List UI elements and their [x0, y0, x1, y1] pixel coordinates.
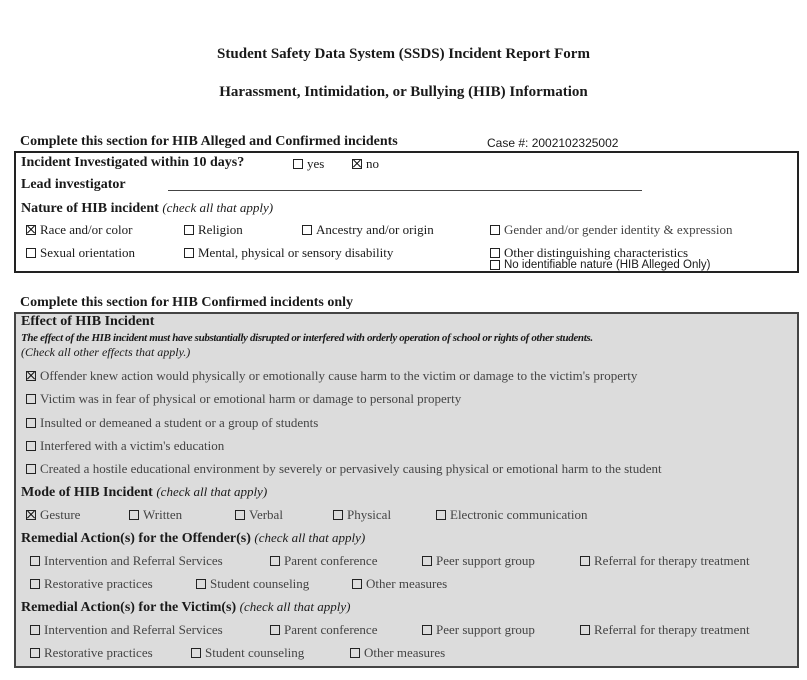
offender-option[interactable]: [352, 576, 447, 592]
victim-option-label: Restorative practices: [44, 645, 153, 660]
offender-option-label: Parent conference: [284, 553, 378, 568]
offender-option[interactable]: [30, 553, 223, 569]
yes-label: yes: [307, 156, 325, 171]
victim-checkbox[interactable]: [30, 648, 40, 658]
nature-checkbox-gender[interactable]: [490, 225, 500, 235]
offender-checkbox[interactable]: [270, 556, 280, 566]
mode-label-written: Written: [143, 507, 183, 522]
victim-option-label: Intervention and Referral Services: [44, 622, 223, 637]
form-title: Student Safety Data System (SSDS) Incident Report Form: [217, 46, 590, 62]
offender-checkbox[interactable]: [580, 556, 590, 566]
offender-option[interactable]: [196, 576, 309, 592]
mode-checkbox-gesture[interactable]: [26, 510, 36, 520]
no-label: no: [366, 156, 379, 171]
victim-option[interactable]: [30, 645, 153, 661]
mode-checkbox-physical[interactable]: [333, 510, 343, 520]
effect-option-label: Offender knew action would physically or emotionally cause harm to the victim or damage to the victim's property: [40, 368, 638, 383]
lead-investigator-field[interactable]: [168, 190, 642, 191]
nature-option-race[interactable]: [26, 222, 132, 238]
lead-investigator-label: Lead investigator: [21, 177, 126, 192]
mode-label-electronic: Electronic communication: [450, 507, 588, 522]
effect-option-label: Created a hostile educational environment by severely or pervasively causing physical or emotional harm to the student: [40, 461, 662, 476]
offender-option[interactable]: [580, 553, 750, 569]
mode-option-written[interactable]: [129, 507, 182, 523]
offender-checkbox[interactable]: [30, 556, 40, 566]
nature-option-gender[interactable]: [490, 222, 733, 238]
nature-checkbox-religion[interactable]: [184, 225, 194, 235]
effect-checkbox[interactable]: [26, 441, 36, 451]
effect-option[interactable]: [26, 461, 662, 477]
offender-option[interactable]: [422, 553, 535, 569]
offender-checkbox[interactable]: [422, 556, 432, 566]
offender-option[interactable]: [30, 576, 153, 592]
mode-option-gesture[interactable]: [26, 507, 80, 523]
section2-heading: Complete this section for HIB Confirmed incidents only: [20, 295, 354, 310]
victim-checkbox[interactable]: [270, 625, 280, 635]
effect-checkbox[interactable]: [26, 418, 36, 428]
section1-heading: Complete this section for HIB Alleged and Confirmed incidents: [20, 134, 398, 149]
nature-option-ancestry[interactable]: [302, 222, 434, 238]
mode-option-physical[interactable]: [333, 507, 391, 523]
nature-label-race: Race and/or color: [40, 222, 133, 237]
effect-option-label: Interfered with a victim's education: [40, 438, 225, 453]
offender-checkbox[interactable]: [352, 579, 362, 589]
victim-hint: (check all that apply): [239, 599, 351, 614]
effect-option[interactable]: [26, 415, 318, 431]
nature-label: Nature of HIB incident (check all that apply): [21, 200, 274, 216]
offender-option-label: Intervention and Referral Services: [44, 553, 223, 568]
victim-checkbox[interactable]: [580, 625, 590, 635]
nature-option-none[interactable]: [490, 259, 710, 271]
form-subtitle: Harassment, Intimidation, or Bullying (HIB) Information: [219, 84, 588, 100]
offender-option-label: Referral for therapy treatment: [594, 553, 750, 568]
offender-option-label: Peer support group: [436, 553, 535, 568]
offender-option-label: Student counseling: [210, 576, 310, 591]
mode-checkbox-verbal[interactable]: [235, 510, 245, 520]
yes-option[interactable]: [293, 156, 324, 172]
mode-checkbox-electronic[interactable]: [436, 510, 446, 520]
effect-option-label: Insulted or demeaned a student or a group of students: [40, 415, 319, 430]
victim-option[interactable]: [30, 622, 223, 638]
no-option[interactable]: [352, 156, 379, 172]
victim-option-label: Student counseling: [205, 645, 305, 660]
effect-note: The effect of the HIB incident must have substantially disrupted or interfered with orderly operation of school or rights of other students.: [21, 332, 593, 344]
mode-label-gesture: Gesture: [40, 507, 81, 522]
victim-option[interactable]: [270, 622, 377, 638]
nature-checkbox-race[interactable]: [26, 225, 36, 235]
effect-option[interactable]: [26, 438, 224, 454]
nature-option-disability[interactable]: [184, 245, 393, 261]
mode-option-verbal[interactable]: [235, 507, 283, 523]
nature-label-none: No identifiable nature (HIB Alleged Only): [504, 259, 711, 271]
nature-option-religion[interactable]: [184, 222, 243, 238]
victim-checkbox[interactable]: [30, 625, 40, 635]
effect-option[interactable]: [26, 368, 637, 384]
mode-label: Mode of HIB Incident (check all that apply): [21, 484, 268, 500]
nature-label-other: Other distinguishing characteristics: [504, 245, 689, 260]
nature-checkbox-ancestry[interactable]: [302, 225, 312, 235]
nature-label-religion: Religion: [198, 222, 243, 237]
nature-label-ancestry: Ancestry and/or origin: [316, 222, 434, 237]
offender-checkbox[interactable]: [196, 579, 206, 589]
offender-option[interactable]: [270, 553, 377, 569]
victim-option[interactable]: [191, 645, 304, 661]
nature-checkbox-none[interactable]: [490, 260, 500, 270]
effect-checkbox[interactable]: [26, 394, 36, 404]
victim-option-label: Parent conference: [284, 622, 378, 637]
victim-option[interactable]: [580, 622, 750, 638]
victim-checkbox[interactable]: [422, 625, 432, 635]
mode-option-electronic[interactable]: [436, 507, 588, 523]
mode-label-physical: Physical: [347, 507, 392, 522]
nature-checkbox-disability[interactable]: [184, 248, 194, 258]
victim-option-label: Referral for therapy treatment: [594, 622, 750, 637]
nature-label-gender: Gender and/or gender identity & expression: [504, 222, 733, 237]
effect-note-check: (Check all other effects that apply.): [21, 345, 191, 359]
nature-hint: (check all that apply): [162, 200, 274, 215]
effect-checkbox[interactable]: [26, 371, 36, 381]
offender-option-label: Other measures: [366, 576, 448, 591]
case-number: Case #: 2002102325002: [487, 136, 619, 150]
victim-option[interactable]: [350, 645, 445, 661]
effect-option-label: Victim was in fear of physical or emotional harm or damage to personal property: [40, 391, 462, 406]
victim-option-label: Peer support group: [436, 622, 535, 637]
effect-checkbox[interactable]: [26, 464, 36, 474]
victim-label: Remedial Action(s) for the Victim(s) (check all that apply): [21, 599, 351, 615]
mode-hint: (check all that apply): [156, 484, 268, 499]
nature-checkbox-sexual-orientation[interactable]: [26, 248, 36, 258]
mode-checkbox-written[interactable]: [129, 510, 139, 520]
offender-checkbox[interactable]: [30, 579, 40, 589]
effect-label: Effect of HIB Incident: [21, 314, 155, 329]
victim-checkbox[interactable]: [350, 648, 360, 658]
yes-checkbox[interactable]: [293, 159, 303, 169]
effect-option[interactable]: [26, 391, 461, 407]
investigated-label: Incident Investigated within 10 days?: [21, 155, 245, 170]
no-checkbox[interactable]: [352, 159, 362, 169]
victim-option[interactable]: [422, 622, 535, 638]
nature-checkbox-other[interactable]: [490, 248, 500, 258]
offender-option-label: Restorative practices: [44, 576, 153, 591]
offender-hint: (check all that apply): [254, 530, 366, 545]
nature-option-sexual-orientation[interactable]: [26, 245, 135, 261]
nature-label-disability: Mental, physical or sensory disability: [198, 245, 394, 260]
mode-label-verbal: Verbal: [249, 507, 283, 522]
victim-option-label: Other measures: [364, 645, 446, 660]
victim-checkbox[interactable]: [191, 648, 201, 658]
nature-label-sexual-orientation: Sexual orientation: [40, 245, 135, 260]
offender-label: Remedial Action(s) for the Offender(s) (check all that apply): [21, 530, 366, 546]
